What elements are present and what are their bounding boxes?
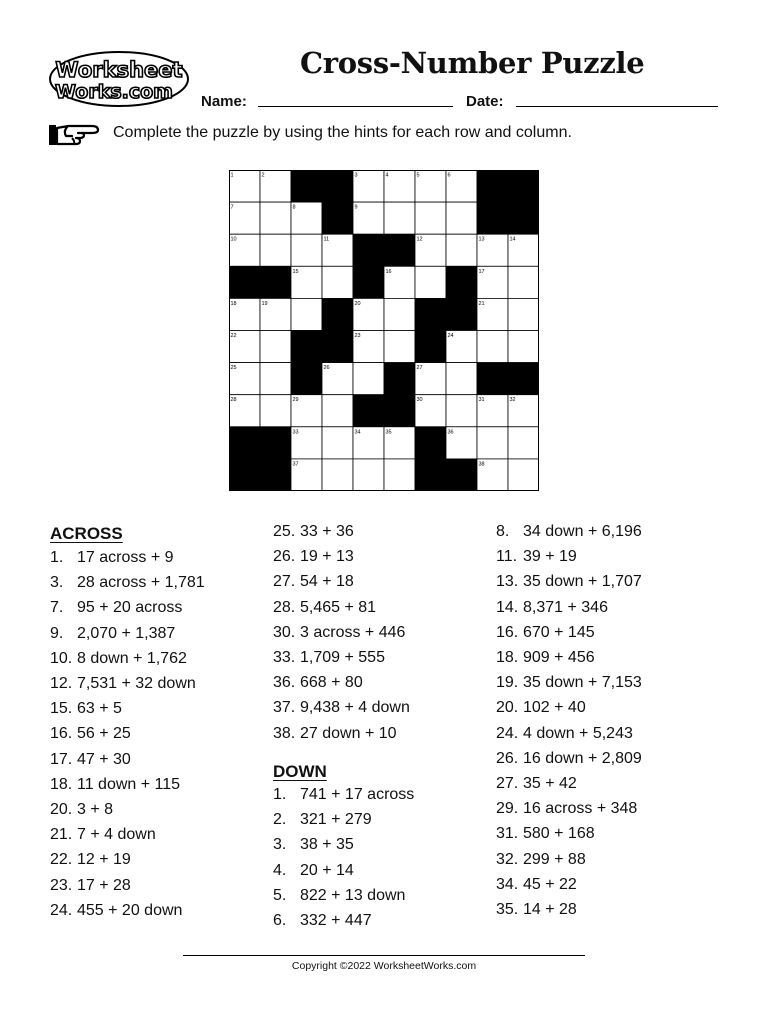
clue-item	[273, 725, 397, 743]
logo-text-line2: Works.com	[55, 81, 173, 103]
black-cell	[260, 266, 291, 298]
grid-cell[interactable]	[353, 459, 384, 491]
clue-text: 102 + 40	[523, 699, 586, 717]
clue-number: 15.	[50, 700, 73, 718]
clue-text: 8 down + 1,762	[77, 649, 187, 667]
black-cell	[322, 202, 353, 234]
grid-cell[interactable]	[508, 459, 539, 491]
clue-item	[496, 649, 595, 667]
down-heading: DOWN	[273, 762, 327, 781]
cell-number: 1	[230, 172, 234, 179]
clue-text: 17 across + 9	[77, 549, 174, 566]
clue-text: 14 + 28	[523, 901, 577, 918]
clue-text: 11 down + 115	[77, 775, 181, 793]
grid-cell[interactable]	[446, 395, 477, 427]
clue-item	[496, 800, 637, 818]
clue-number: 31.	[496, 825, 519, 843]
cell-number: 12	[416, 236, 423, 243]
black-cell	[260, 459, 291, 491]
name-label: Name:	[201, 93, 247, 110]
clue-text: 741 + 17 across	[300, 786, 415, 803]
clue-number: 18.	[496, 649, 519, 666]
clue-text: 34 down + 6,196	[523, 523, 642, 540]
clue-number: 7.	[50, 599, 64, 617]
clue-number: 9.	[50, 624, 64, 642]
black-cell	[322, 331, 353, 363]
clue-item	[273, 599, 376, 617]
clue-text: 45 + 22	[523, 875, 577, 893]
black-cell	[322, 170, 353, 202]
clue-number: 18.	[50, 775, 73, 793]
clue-item	[50, 675, 196, 693]
clue-number: 20.	[50, 801, 73, 818]
cell-number: 19	[261, 300, 268, 307]
clue-item	[496, 548, 577, 566]
cell-number: 29	[292, 397, 299, 404]
clue-item	[50, 700, 122, 718]
black-cell	[291, 363, 322, 395]
clue-text: 455 + 20 down	[77, 901, 183, 919]
clue-text: 1,709 + 555	[300, 649, 385, 666]
black-cell	[353, 266, 384, 298]
black-cell	[291, 331, 322, 363]
clue-item	[50, 725, 131, 743]
clue-item	[273, 548, 354, 566]
clue-number: 24.	[496, 724, 519, 742]
clue-text: 7 + 4 down	[77, 826, 156, 844]
cell-number: 8	[292, 204, 296, 211]
cell-number: 17	[478, 268, 485, 275]
clue-text: 39 + 19	[523, 548, 577, 566]
clue-number: 37.	[273, 699, 296, 717]
black-cell	[291, 170, 322, 202]
black-cell	[229, 427, 260, 459]
cell-number: 16	[385, 268, 392, 275]
cell-number: 32	[509, 397, 516, 404]
cell-number: 14	[509, 236, 516, 243]
clue-number: 24.	[50, 901, 73, 919]
clue-text: 670 + 145	[523, 623, 595, 641]
clue-text: 35 down + 7,153	[523, 674, 642, 692]
page-title: Cross-Number Puzzle	[300, 46, 645, 80]
clue-text: 7,531 + 32 down	[77, 675, 196, 692]
cell-number: 20	[354, 300, 361, 307]
black-cell	[415, 331, 446, 363]
black-cell	[229, 266, 260, 298]
clue-number: 21.	[50, 826, 73, 844]
clue-number: 26.	[273, 548, 296, 566]
clue-item	[496, 825, 595, 843]
clue-item	[50, 599, 182, 617]
grid-cell[interactable]	[260, 234, 291, 266]
clue-text: 33 + 36	[300, 523, 354, 540]
clue-item	[496, 901, 577, 919]
clue-number: 13.	[496, 573, 519, 591]
clue-number: 25.	[273, 523, 296, 540]
clue-number: 17.	[50, 750, 73, 768]
cell-number: 24	[447, 333, 454, 339]
date-field[interactable]	[516, 106, 718, 107]
grid-cell[interactable]	[415, 266, 446, 298]
clue-text: 16 down + 2,809	[523, 749, 642, 767]
black-cell	[260, 427, 291, 459]
grid-cell[interactable]	[260, 202, 291, 234]
clue-text: 35 + 42	[523, 775, 577, 792]
footer-divider	[183, 955, 585, 956]
clue-text: 27 down + 10	[300, 724, 397, 742]
clue-item	[496, 573, 642, 591]
grid-cell[interactable]	[260, 170, 291, 202]
clue-number: 20.	[496, 699, 519, 717]
black-cell	[446, 298, 477, 330]
grid-cell[interactable]	[291, 298, 322, 330]
clue-item	[496, 523, 642, 541]
clue-text: 28 across + 1,781	[77, 574, 205, 592]
grid-cell[interactable]	[260, 395, 291, 427]
cell-number: 10	[230, 236, 237, 243]
clue-number: 12.	[50, 675, 73, 692]
clue-item	[273, 699, 410, 717]
black-cell	[322, 298, 353, 330]
cell-number: 13	[478, 236, 485, 243]
cell-number: 5	[416, 172, 420, 179]
clue-text: 321 + 279	[300, 811, 372, 829]
clue-text: 95 + 20 across	[77, 599, 183, 617]
grid-cell[interactable]	[322, 427, 353, 459]
black-cell	[415, 298, 446, 330]
clue-item	[273, 523, 354, 541]
clue-number: 11.	[496, 548, 518, 566]
clue-item	[496, 674, 642, 692]
clue-text: 54 + 18	[300, 573, 354, 591]
copyright: Copyright ©2022 WorksheetWorks.com	[291, 960, 477, 972]
clue-text: 47 + 30	[77, 750, 131, 768]
black-cell	[446, 266, 477, 298]
clue-text: 332 + 447	[300, 912, 372, 929]
clue-number: 1.	[50, 549, 64, 566]
clue-number: 8.	[496, 523, 510, 540]
clue-number: 29.	[496, 800, 519, 818]
clue-item	[50, 751, 131, 769]
clue-text: 668 + 80	[300, 674, 363, 692]
clue-number: 34.	[496, 875, 519, 893]
clue-number: 2.	[273, 811, 287, 829]
clue-item	[496, 851, 586, 869]
black-cell	[415, 427, 446, 459]
black-cell	[384, 363, 415, 395]
clue-number: 26.	[496, 749, 519, 767]
cell-number: 27	[416, 365, 423, 372]
clue-item	[50, 851, 131, 869]
clue-text: 12 + 19	[77, 851, 131, 869]
cell-number: 31	[478, 397, 485, 404]
black-cell	[477, 363, 508, 395]
grid-cell[interactable]	[477, 427, 508, 459]
clue-item	[273, 786, 414, 804]
grid-cell[interactable]	[446, 170, 477, 202]
clue-item	[496, 876, 577, 894]
cell-number: 38	[478, 461, 485, 468]
black-cell	[508, 170, 539, 202]
worksheetworks-logo	[48, 50, 190, 108]
clue-text: 9,438 + 4 down	[300, 699, 410, 717]
grid-cell[interactable]	[260, 363, 291, 395]
cell-number: 37	[292, 461, 299, 468]
cell-number: 35	[385, 429, 392, 436]
black-cell	[508, 363, 539, 395]
cell-number: 4	[385, 172, 389, 179]
date-label: Date:	[466, 93, 504, 110]
clue-text: 822 + 13 down	[300, 886, 406, 904]
grid-cell[interactable]	[384, 298, 415, 330]
grid-cell[interactable]	[384, 459, 415, 491]
clue-text: 19 + 13	[300, 548, 354, 566]
cell-number: 21	[478, 300, 485, 307]
cell-number: 28	[230, 397, 237, 404]
clue-number: 1.	[273, 786, 287, 803]
clue-item	[50, 902, 182, 920]
grid-cell[interactable]	[291, 234, 322, 266]
grid-cell[interactable]	[384, 202, 415, 234]
clue-number: 35.	[496, 901, 519, 918]
grid-cell[interactable]	[384, 331, 415, 363]
clue-item	[50, 826, 156, 844]
clue-number: 23.	[50, 876, 73, 894]
clue-number: 4.	[273, 861, 287, 879]
clue-number: 36.	[273, 674, 296, 692]
black-cell	[229, 459, 260, 491]
clue-number: 5.	[273, 886, 287, 904]
instructions: Complete the puzzle by using the hints for each row and column.	[113, 124, 572, 141]
clue-number: 22.	[50, 851, 73, 869]
clue-number: 3.	[273, 836, 287, 854]
cell-number: 36	[447, 429, 454, 436]
clue-item	[273, 573, 354, 591]
grid-cell[interactable]	[446, 202, 477, 234]
clue-text: 35 down + 1,707	[523, 573, 642, 591]
grid-cell[interactable]	[353, 170, 384, 202]
grid-cell[interactable]	[322, 266, 353, 298]
cell-number: 6	[447, 172, 451, 179]
clue-text: 5,465 + 81	[300, 598, 377, 616]
cell-number: 11	[323, 236, 330, 243]
grid-cell[interactable]	[477, 331, 508, 363]
clue-number: 6.	[273, 912, 287, 929]
clue-text: 17 + 28	[77, 876, 131, 894]
clue-item	[50, 801, 113, 819]
clue-number: 3.	[50, 574, 64, 592]
grid-cell[interactable]	[291, 202, 322, 234]
black-cell	[415, 459, 446, 491]
grid-cell[interactable]	[508, 331, 539, 363]
puzzle-grid[interactable]	[229, 170, 539, 491]
grid-cell[interactable]	[508, 298, 539, 330]
grid-cell[interactable]	[322, 459, 353, 491]
clue-item	[50, 549, 174, 567]
black-cell	[353, 234, 384, 266]
grid-cell[interactable]	[384, 170, 415, 202]
grid-cell[interactable]	[229, 170, 260, 202]
cell-number: 3	[354, 172, 358, 179]
grid-cell[interactable]	[508, 266, 539, 298]
cell-number: 22	[230, 333, 237, 339]
clue-item	[496, 750, 642, 768]
cell-number: 26	[323, 365, 330, 372]
clue-item	[50, 877, 131, 895]
clue-number: 14.	[496, 598, 519, 616]
clue-text: 3 across + 446	[300, 623, 406, 641]
cell-number: 30	[416, 397, 423, 404]
clue-number: 19.	[496, 674, 519, 692]
clue-item	[50, 776, 180, 794]
clue-text: 299 + 88	[523, 850, 586, 868]
clue-item	[50, 625, 175, 643]
clue-text: 4 down + 5,243	[523, 724, 633, 742]
clue-item	[50, 650, 187, 668]
cell-number: 33	[292, 429, 299, 436]
black-cell	[477, 202, 508, 234]
black-cell	[384, 234, 415, 266]
clue-number: 28.	[273, 598, 296, 616]
clue-text: 580 + 168	[523, 825, 595, 843]
clue-item	[273, 674, 363, 692]
clue-item	[273, 836, 354, 854]
grid-cell[interactable]	[508, 427, 539, 459]
logo-text-line1: Worksheet	[55, 58, 183, 82]
cell-number: 23	[354, 333, 361, 339]
clue-number: 33.	[273, 649, 296, 666]
clue-text: 3 + 8	[77, 801, 114, 818]
clue-item	[496, 624, 595, 642]
clue-number: 10.	[50, 649, 73, 667]
clue-number: 27.	[496, 775, 519, 792]
cell-number: 15	[292, 268, 299, 275]
grid-cell[interactable]	[415, 170, 446, 202]
black-cell	[353, 395, 384, 427]
clue-number: 30.	[273, 623, 296, 641]
cell-number: 9	[354, 204, 358, 211]
pointing-hand-icon	[48, 122, 100, 148]
cell-number: 7	[230, 204, 234, 211]
grid-cell[interactable]	[446, 234, 477, 266]
clue-text: 8,371 + 346	[523, 598, 608, 616]
clue-text: 909 + 456	[523, 649, 595, 666]
cell-number: 18	[230, 300, 237, 307]
name-field[interactable]	[258, 106, 453, 107]
clue-item	[273, 862, 354, 880]
grid-cell[interactable]	[415, 202, 446, 234]
clue-text: 38 + 35	[300, 836, 354, 854]
clue-text: 56 + 25	[77, 725, 131, 743]
clue-item	[273, 887, 405, 905]
clue-item	[496, 599, 608, 617]
black-cell	[477, 170, 508, 202]
clue-number: 16.	[50, 725, 73, 743]
clue-item	[496, 775, 577, 793]
grid-cell[interactable]	[353, 202, 384, 234]
grid-cell[interactable]	[353, 363, 384, 395]
clue-text: 2,070 + 1,387	[77, 624, 176, 642]
clue-number: 16.	[496, 623, 519, 641]
clue-text: 63 + 5	[77, 700, 122, 718]
cell-number: 25	[230, 365, 237, 372]
clue-text: 20 + 14	[300, 861, 354, 879]
grid-cell[interactable]	[446, 363, 477, 395]
clue-item	[273, 649, 385, 667]
clue-number: 32.	[496, 850, 519, 868]
cell-number: 2	[261, 172, 265, 179]
clue-item	[496, 725, 633, 743]
clue-item	[496, 699, 586, 717]
cell-number: 34	[354, 429, 361, 436]
clue-item	[273, 912, 372, 930]
black-cell	[446, 459, 477, 491]
clue-text: 16 across + 348	[523, 800, 638, 818]
clue-item	[273, 624, 405, 642]
grid-cell[interactable]	[229, 202, 260, 234]
clue-number: 38.	[273, 724, 296, 742]
across-heading: ACROSS	[50, 524, 123, 543]
grid-cell[interactable]	[322, 395, 353, 427]
black-cell	[508, 202, 539, 234]
grid-cell[interactable]	[260, 331, 291, 363]
clue-item	[273, 811, 372, 829]
black-cell	[384, 395, 415, 427]
clue-number: 27.	[273, 573, 296, 591]
clue-item	[50, 574, 205, 592]
